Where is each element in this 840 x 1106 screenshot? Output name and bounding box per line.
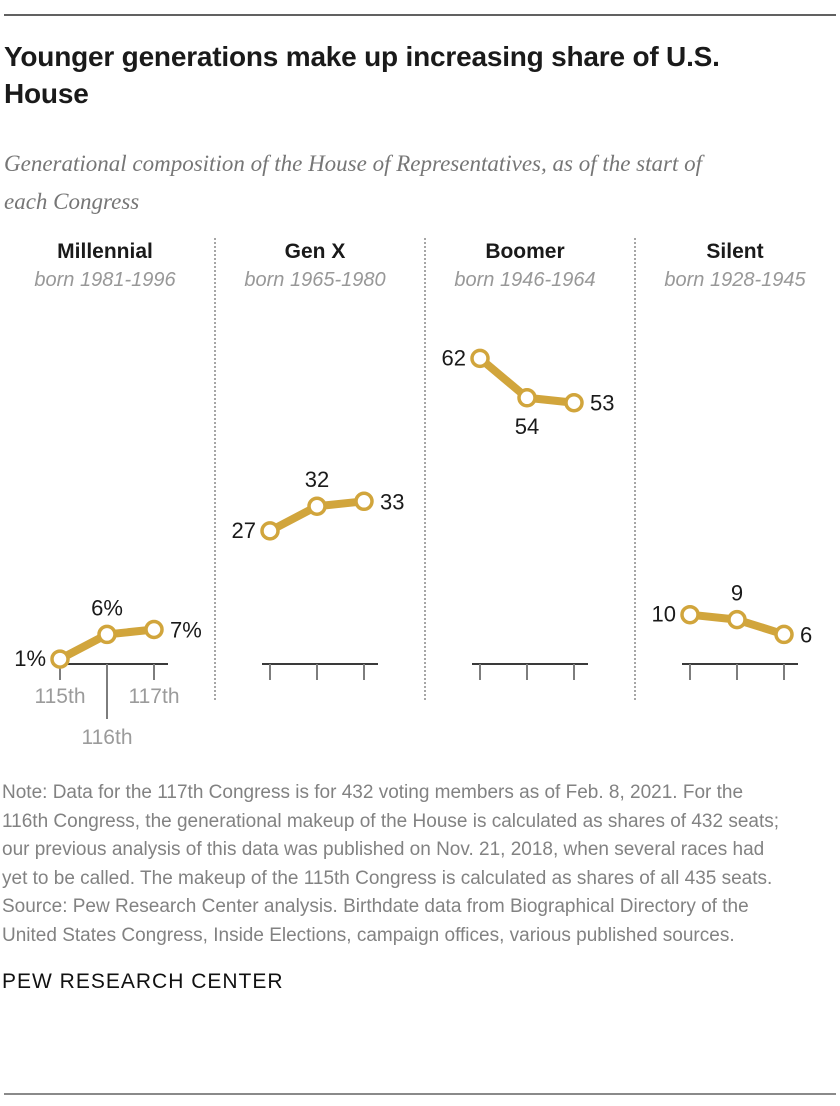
generation-born-range: born 1965-1980	[244, 269, 386, 291]
panel-boomer	[420, 236, 630, 749]
chart-area	[0, 236, 840, 749]
generation-born-range: born 1928-1945	[664, 269, 806, 291]
top-divider	[4, 14, 836, 16]
data-point	[472, 350, 488, 366]
data-point	[729, 612, 745, 628]
chart-note: Note: Data for the 117th Congress is for 432 voting members as of Feb. 8, 2021. For the 116th Congress, the generational makeup of the House is calculated as shares of 432 seats; our previous analysis of this data was published on Nov. 21, 2018, when several races had yet to be called. The makeup of the 115th Congress is calculated as shares of all 435 seats.	[2, 782, 780, 889]
data-label: 27	[231, 517, 256, 543]
data-label: 62	[441, 345, 466, 371]
data-point	[309, 498, 325, 514]
panel-genx	[210, 236, 420, 749]
data-label: 6	[800, 622, 813, 648]
data-label: 6%	[91, 595, 123, 621]
generation-born-range: born 1946-1964	[454, 269, 596, 291]
chart-source: Source: Pew Research Center analysis. Birthdate data from Biographical Directory of the United States Congress, Inside Elections, campaign offices, various published sources.	[2, 896, 749, 946]
data-label: 1%	[14, 646, 46, 672]
panel-divider	[424, 238, 426, 700]
panel-chart-silent	[630, 294, 840, 749]
data-point	[519, 390, 535, 406]
panel-millennial	[0, 236, 210, 749]
panel-divider	[214, 238, 216, 700]
panel-chart-boomer	[420, 294, 630, 749]
generation-name: Millennial	[57, 240, 153, 263]
chart-subtitle: Generational composition of the House of Representatives, as of the start of each Congress	[4, 151, 703, 214]
data-point	[682, 607, 698, 623]
axis-label-117th: 117th	[128, 685, 180, 708]
data-label: 54	[514, 413, 540, 439]
axis-label-116th: 116th	[81, 726, 133, 749]
data-point	[99, 626, 115, 642]
data-label: 32	[304, 467, 330, 493]
data-point	[776, 626, 792, 642]
generation-name: Boomer	[485, 240, 565, 263]
data-point	[356, 493, 372, 509]
data-point	[566, 395, 582, 411]
panel-silent	[630, 236, 840, 749]
generation-born-range: born 1981-1996	[34, 269, 176, 291]
data-point	[262, 523, 278, 539]
data-label: 9	[730, 580, 744, 606]
axis-label-115th: 115th	[34, 685, 86, 708]
panel-chart-genx	[210, 294, 420, 749]
generation-name: Silent	[706, 240, 764, 263]
panel-chart-millennial	[0, 294, 210, 749]
data-label: 7%	[170, 617, 202, 643]
page-title: Younger generations make up increasing share of U.S. House	[4, 41, 720, 109]
data-label: 33	[380, 489, 405, 515]
data-label: 10	[651, 601, 676, 627]
data-point	[52, 651, 68, 667]
generation-name: Gen X	[284, 240, 346, 263]
bottom-divider	[4, 1093, 836, 1095]
data-label: 53	[590, 390, 615, 416]
pew-research-center-wordmark: PEW RESEARCH CENTER	[2, 970, 284, 993]
data-point	[146, 621, 162, 637]
panel-divider	[634, 238, 636, 700]
